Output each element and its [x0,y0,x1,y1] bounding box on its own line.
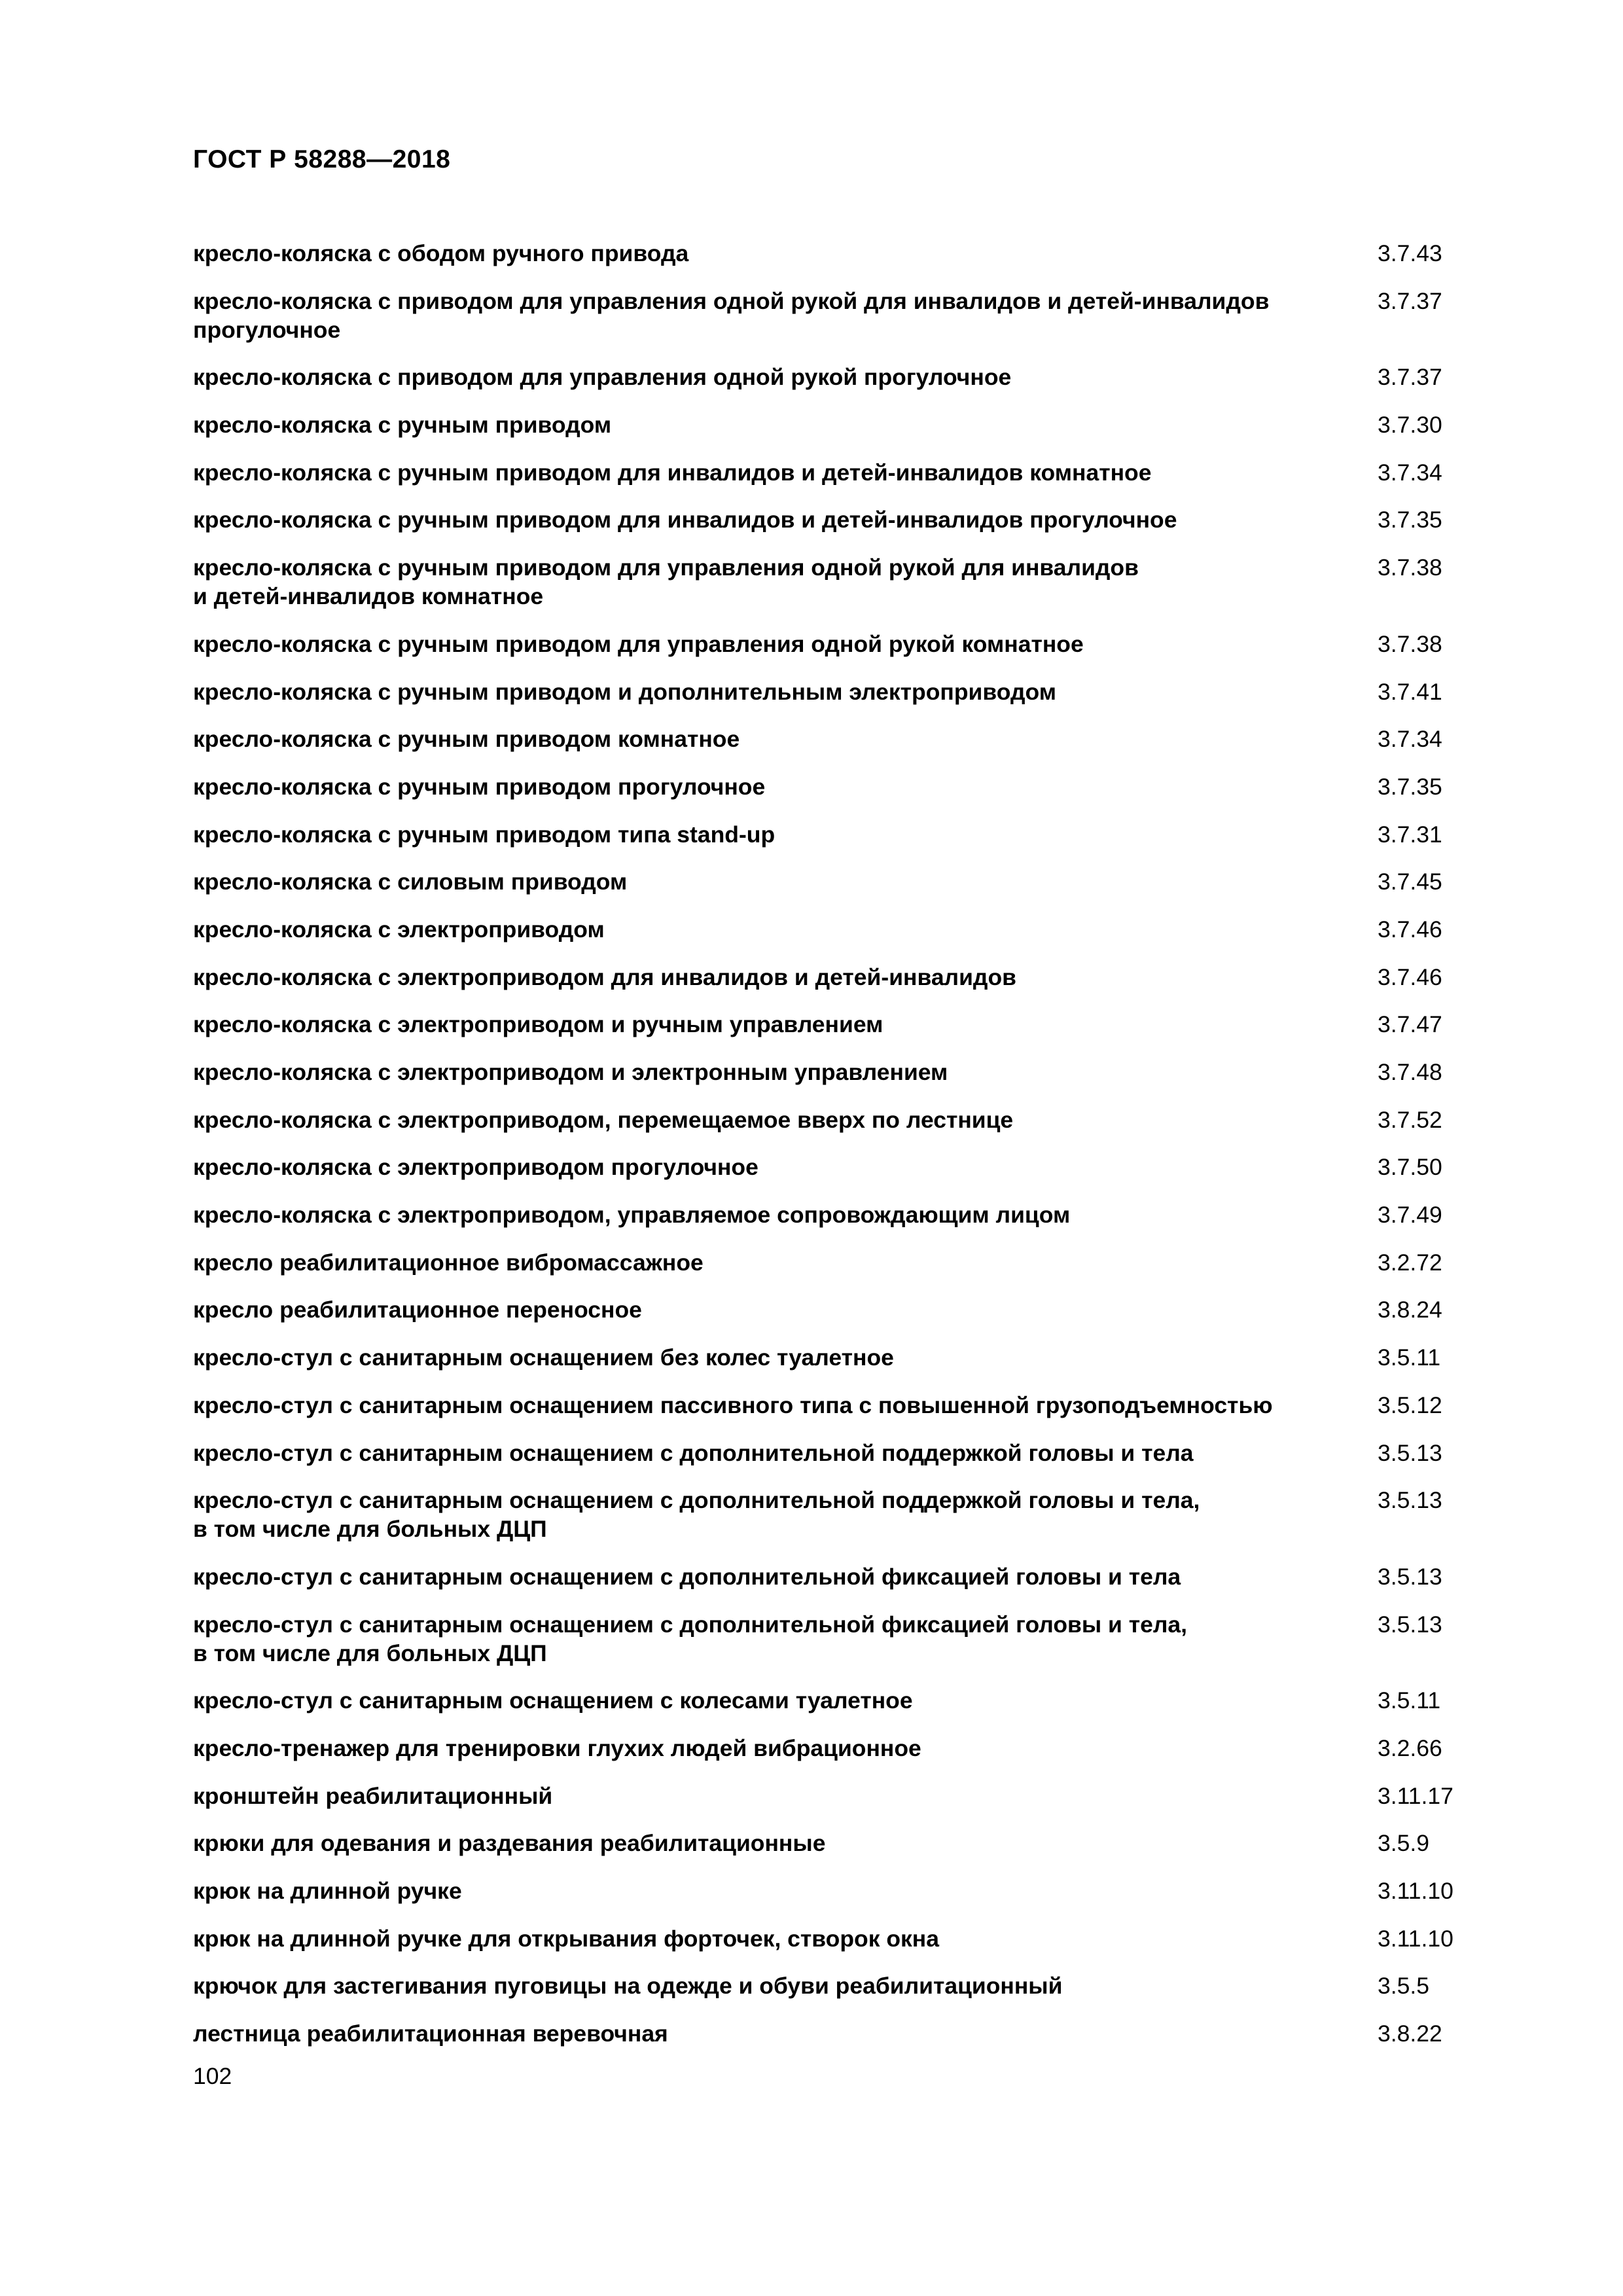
index-entry-section-ref: 3.5.12 [1378,1391,1442,1418]
index-entry-section-ref: 3.5.11 [1378,1344,1441,1371]
index-entry-term: кресло-коляска с ручным приводом типа stand-up [193,821,776,848]
index-entry-term: кресло-коляска с электроприводом [193,916,605,942]
index-entry [193,458,1476,487]
index-entry-term: кресло-коляска с ручным приводом [193,412,612,439]
index-entry-section-ref: 3.7.47 [1378,1011,1442,1038]
index-entry-section-ref: 3.7.38 [1378,554,1442,581]
index-entry [193,1734,1476,1763]
index-entry-term: крючок для застегивания пуговицы на одежде и обуви реабилитационный [193,1973,1063,2000]
index-entry-term: кресло-стул с санитарным оснащением с дополнительной фиксацией головы и тела, в том числе для больных ДЦП [193,1611,1188,1666]
index-entry-section-ref: 3.7.46 [1378,916,1442,942]
document-header: ГОСТ Р 58288—2018 [193,145,451,173]
index-entry-term: кресло-стул с санитарным оснащением без колес туалетное [193,1344,894,1371]
index-entry [193,1391,1476,1420]
index-entry-term: кресло-коляска с ручным приводом комнатное [193,726,740,753]
index-entry-section-ref: 3.5.13 [1378,1487,1442,1514]
index-entry-term: кресло-коляска с ручным приводом прогулочное [193,773,766,800]
index-entry [193,820,1476,849]
index-entry-term: кресло-коляска с приводом для управления одной рукой прогулочное [193,364,1012,391]
index-entry-term: крюк на длинной ручке [193,1878,462,1904]
index-entry-section-ref: 3.7.37 [1378,287,1442,314]
index-entry-term: кресло-коляска с ободом ручного привода [193,240,689,266]
index-entry [193,1200,1476,1229]
index-entry-term: кресло-стул с санитарным оснащением с дополнительной поддержкой головы и тела [193,1439,1194,1466]
index-entry-section-ref: 3.5.5 [1378,1973,1429,2000]
index-entry [193,553,1476,611]
index-entry-term: кресло-коляска с электроприводом прогулочное [193,1154,758,1181]
index-entry-section-ref: 3.7.43 [1378,240,1442,266]
index-entry-term: кресло-стул с санитарным оснащением с дополнительной фиксацией головы и тела [193,1563,1181,1590]
index-entry [193,1782,1476,1810]
index-entry-section-ref: 3.7.37 [1378,364,1442,391]
index-entry-term: кресло-стул с санитарным оснащением пассивного типа с повышенной грузоподъемностью [193,1391,1273,1418]
index-entry-term: кресло-коляска с электроприводом, управляемое сопровождающим лицом [193,1202,1071,1229]
index-entry-term: кресло-коляска с ручным приводом для инвалидов и детей-инвалидов комнатное [193,459,1152,486]
index-entry [193,1876,1476,1905]
index-entry-term: крюки для одевания и раздевания реабилитационные [193,1830,826,1857]
index-entry [193,1924,1476,1953]
index-entry-section-ref: 3.7.31 [1378,821,1442,848]
index-entry-term: кронштейн реабилитационный [193,1782,553,1809]
index-entry [193,287,1476,344]
index-entry-term: кресло-коляска с ручным приводом и дополнительным электроприводом [193,678,1056,705]
index-entry [193,1153,1476,1181]
index-entry [193,1010,1476,1039]
index-entry-term: лестница реабилитационная веревочная [193,2020,668,2047]
index-entry-term: кресло-коляска с ручным приводом для управления одной рукой комнатное [193,630,1084,657]
index-entry [193,1686,1476,1715]
index-entry [193,1610,1476,1668]
index-entry-section-ref: 3.7.41 [1378,678,1442,705]
index-entry [193,630,1476,658]
index-entry [193,1105,1476,1134]
index-entry-section-ref: 3.5.13 [1378,1439,1442,1466]
index-entry [193,505,1476,534]
index-entry-term: кресло-коляска с электроприводом и ручным управлением [193,1011,883,1038]
index-entry [193,410,1476,439]
index-entry [193,363,1476,391]
index-entry-section-ref: 3.2.66 [1378,1734,1442,1761]
index-entry-term: крюк на длинной ручке для открывания форточек, створок окна [193,1925,939,1952]
index-entry-term: кресло-тренажер для тренировки глухих людей вибрационное [193,1734,921,1761]
term-index-list [193,239,1476,2067]
index-entry [193,1058,1476,1086]
index-entry [193,915,1476,944]
index-entry-section-ref: 3.7.35 [1378,773,1442,800]
index-entry-section-ref: 3.11.17 [1378,1782,1454,1809]
index-entry-section-ref: 3.5.13 [1378,1563,1442,1590]
index-entry [193,1295,1476,1324]
index-entry [193,1486,1476,1543]
index-entry-section-ref: 3.8.22 [1378,2020,1442,2047]
index-entry-term: кресло-коляска с электроприводом и электронным управлением [193,1059,948,1085]
index-entry-section-ref: 3.7.48 [1378,1059,1442,1085]
index-entry [193,963,1476,992]
index-entry [193,725,1476,753]
index-entry-section-ref: 3.7.50 [1378,1154,1442,1181]
index-entry-section-ref: 3.7.34 [1378,459,1442,486]
index-entry [193,1343,1476,1372]
index-entry-term: кресло реабилитационное переносное [193,1297,642,1323]
index-entry-term: кресло-коляска с ручным приводом для управления одной рукой для инвалидов и детей-инвалидов комнатное [193,554,1139,610]
index-entry-term: кресло-коляска с приводом для управления одной рукой для инвалидов и детей-инвалидов прогулочное [193,287,1270,343]
index-entry-section-ref: 3.5.13 [1378,1611,1442,1638]
index-entry-section-ref: 3.7.34 [1378,726,1442,753]
index-entry [193,677,1476,706]
index-entry [193,772,1476,801]
index-entry-term: кресло реабилитационное вибромассажное [193,1249,704,1276]
index-entry-term: кресло-стул с санитарным оснащением с дополнительной поддержкой головы и тела, в том числе для больных ДЦП [193,1487,1200,1543]
index-entry [193,1971,1476,2000]
index-entry-section-ref: 3.7.30 [1378,412,1442,439]
index-entry [193,867,1476,896]
index-entry-term: кресло-стул с санитарным оснащением с колесами туалетное [193,1687,913,1714]
index-entry-section-ref: 3.5.9 [1378,1830,1429,1857]
index-entry [193,239,1476,268]
index-entry-section-ref: 3.7.46 [1378,963,1442,990]
index-entry-section-ref: 3.11.10 [1378,1878,1454,1904]
index-entry [193,1562,1476,1591]
index-entry-section-ref: 3.7.45 [1378,869,1442,895]
index-entry-section-ref: 3.8.24 [1378,1297,1442,1323]
index-entry-term: кресло-коляска с силовым приводом [193,869,628,895]
index-entry-term: кресло-коляска с электроприводом для инвалидов и детей-инвалидов [193,963,1016,990]
index-entry-section-ref: 3.7.35 [1378,507,1442,533]
index-entry [193,1439,1476,1467]
index-entry-section-ref: 3.5.11 [1378,1687,1441,1714]
index-entry-section-ref: 3.11.10 [1378,1925,1454,1952]
index-entry [193,1829,1476,1857]
index-entry-section-ref: 3.7.52 [1378,1106,1442,1133]
index-entry-term: кресло-коляска с ручным приводом для инвалидов и детей-инвалидов прогулочное [193,507,1177,533]
index-entry [193,1248,1476,1277]
index-entry-section-ref: 3.7.49 [1378,1202,1442,1229]
index-entry [193,2019,1476,2048]
index-entry-term: кресло-коляска с электроприводом, перемещаемое вверх по лестнице [193,1106,1014,1133]
index-entry-section-ref: 3.2.72 [1378,1249,1442,1276]
page-number: 102 [193,2063,232,2089]
index-entry-section-ref: 3.7.38 [1378,630,1442,657]
